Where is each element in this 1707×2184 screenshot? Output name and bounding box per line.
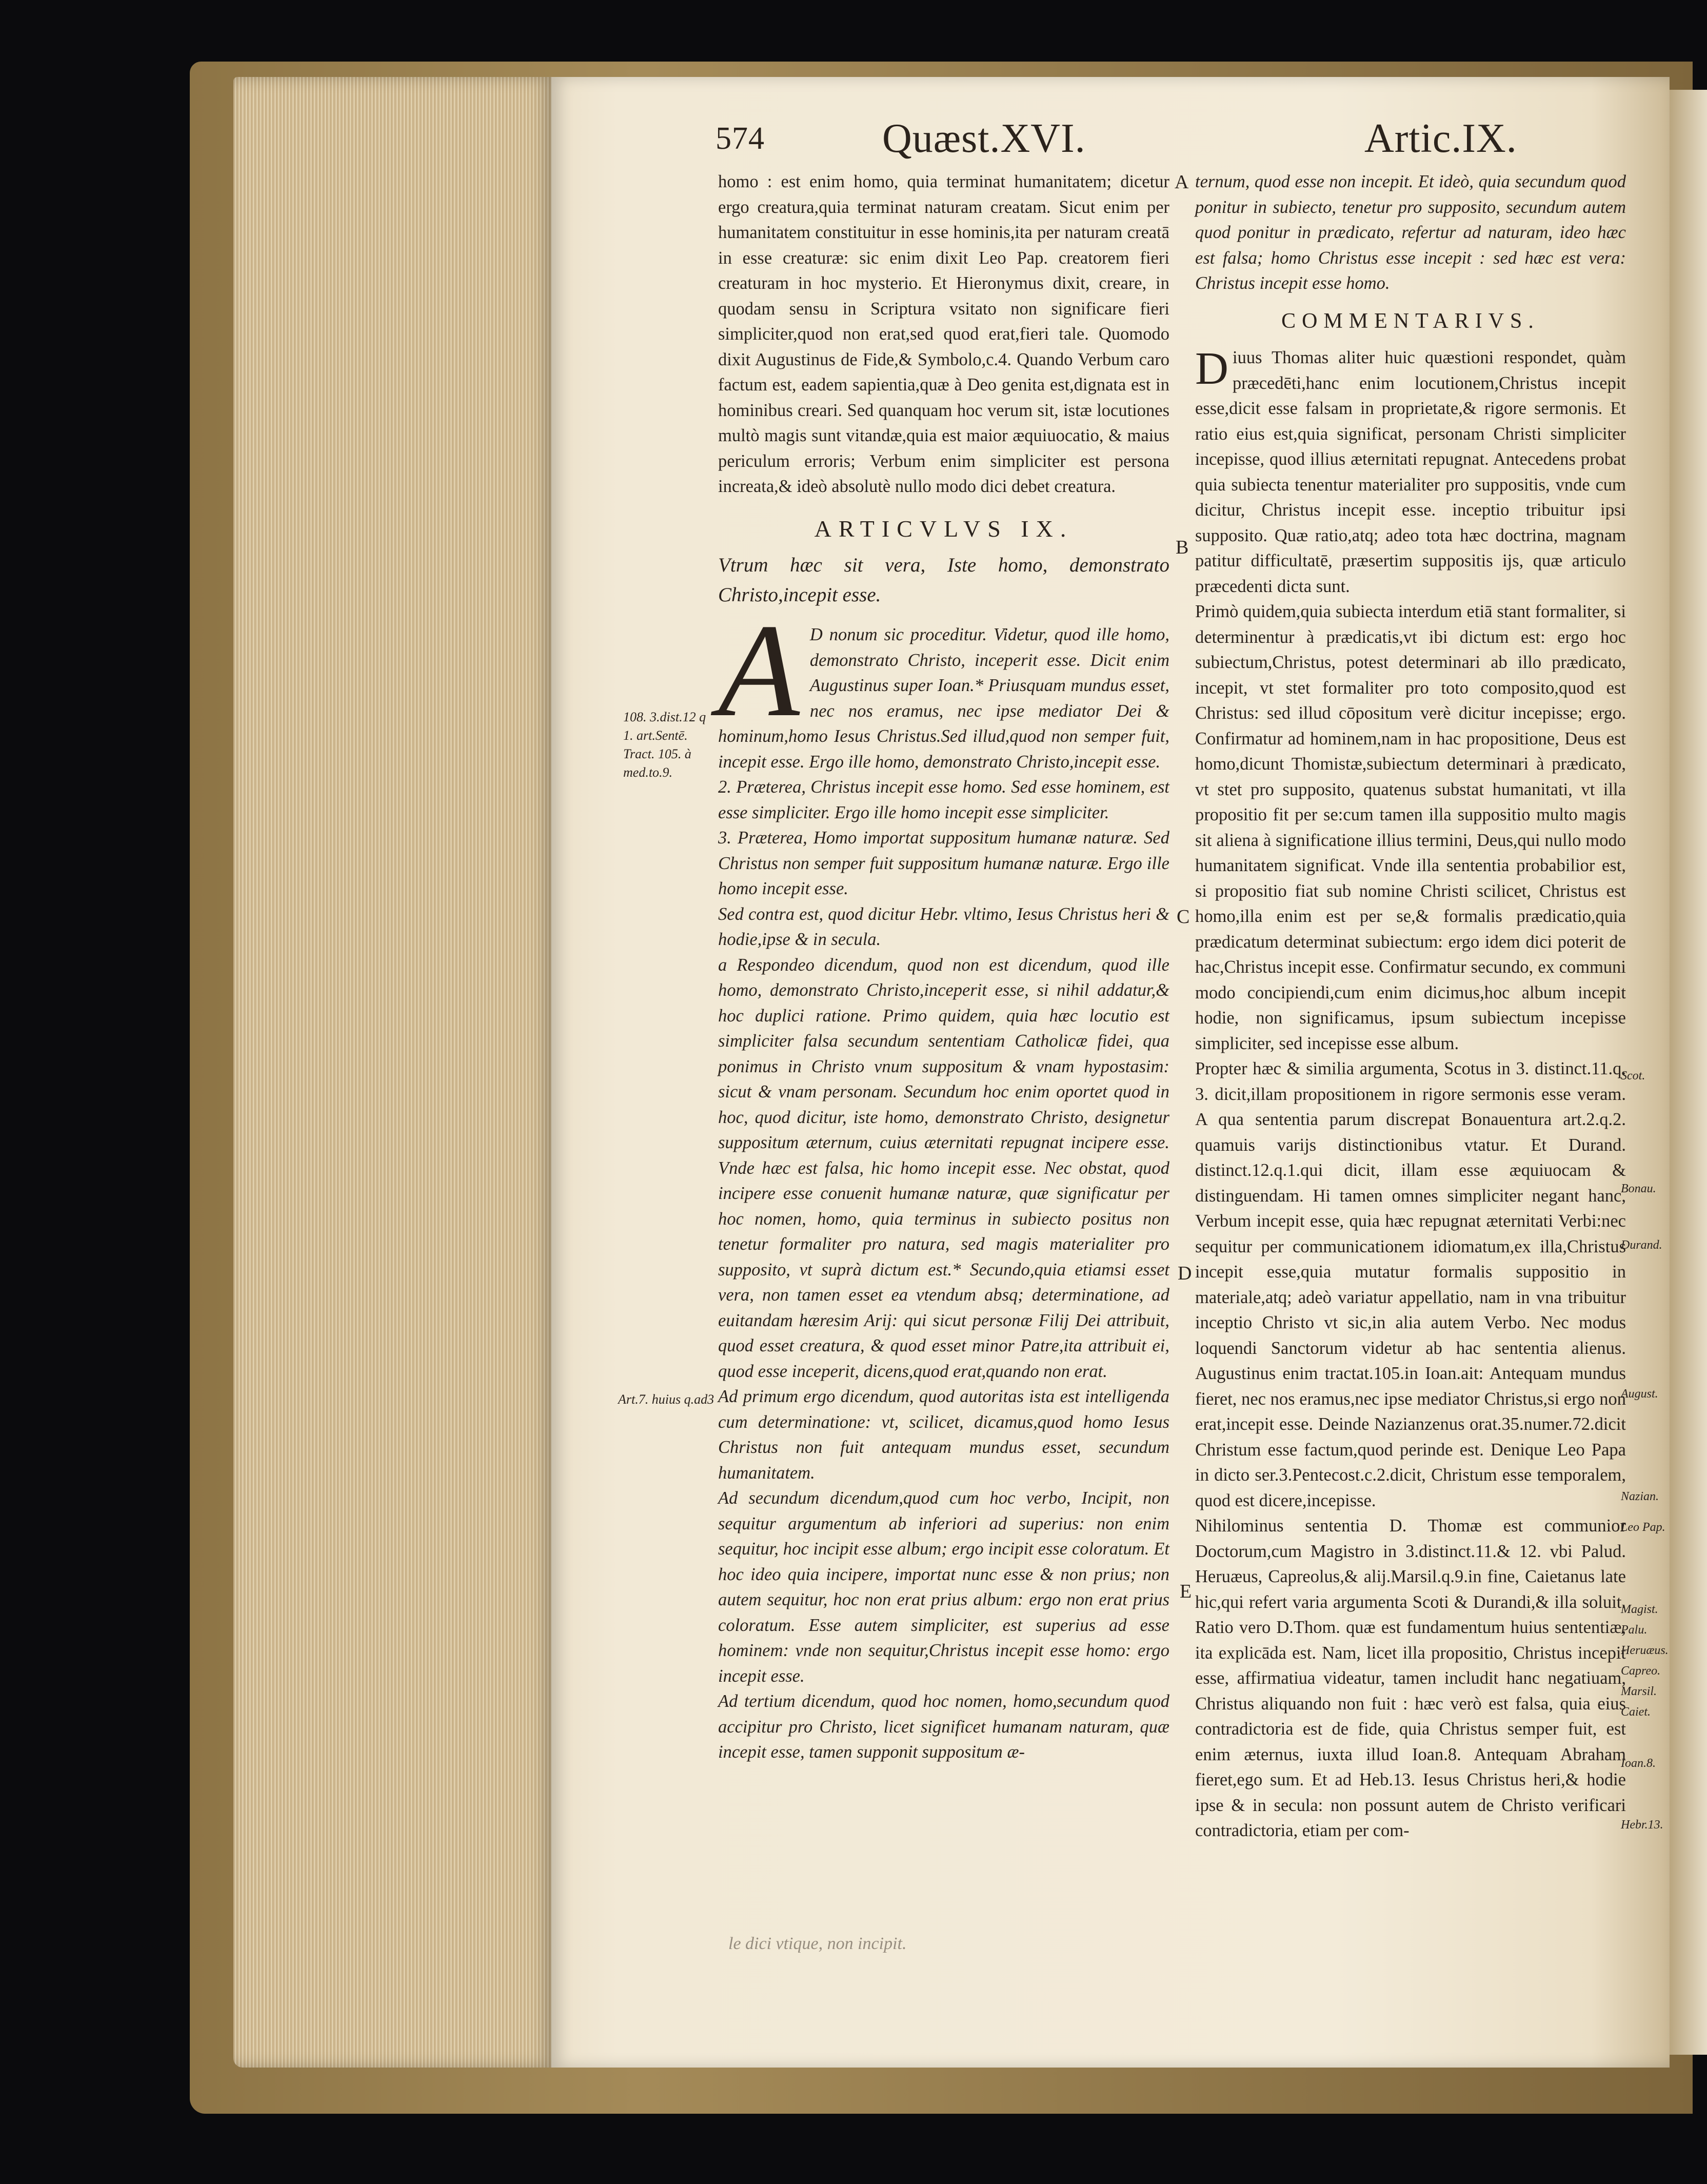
margin-citation: Marsil. (1621, 1685, 1657, 1698)
commentarius-heading: COMMENTARIVS. (1281, 309, 1540, 333)
margin-citation: Bonau. (1621, 1182, 1656, 1195)
bleed-through-text: le dici vtique, non incipit. (728, 1934, 907, 1953)
left-column (718, 169, 1169, 1765)
reply-1: Ad primum ergo dicendum, quod autoritas ista est intelligenda cum determinatione: vt, scilicet, dicamus,quod homo Iesus Christus non fuit antequam mundus esset, secundum humanitatem. (718, 1387, 1169, 1483)
right-column (1195, 169, 1626, 1844)
margin-letter-b: B (1176, 537, 1189, 558)
drop-cap-d: D (1195, 343, 1228, 394)
margin-letter-d: D (1178, 1263, 1192, 1284)
objections-block (718, 597, 1169, 1765)
margin-letter-c: C (1177, 906, 1190, 928)
commentary-paragraph-3: Propter hæc & similia argumenta, Scotus in 3. distinct.11.q. 3. dicit,illam propositionem in rigore sermonis esse veram. A qua sententia parum discrepat Bonauentura art.2.q.2. quamuis varijs distinctionibus vtatur. Et Durand. distinct.12.q.1.qui dicit, illam esse æquiuocam & distinguendam. Hi tamen omnes simpliciter negant hanc, Verbum incepit esse, quia hæc repugnat æternitati Verbi:nec sequitur per communicationem idiomatum,ex illa,Christus incepit esse,quia mutatur formalis suppositio in materiale,atq; adeò variatur appellatio, nam in vna tribuitur inceptio Christo vt sic,in alia autem Verbo. Nec modus loquendi Sanctorum videtur ab hac sententia alienus. Augustinus enim tractat.105.in Ioan.ait: Antequam mundus fieret, nec nos eramus,nec ipse mediator Christus,si ergo non erat,incepit esse. Deinde Nazianzenus orat.35.numer.72.dicit Christum esse factum,quod perinde est. Denique Leo Papa in dicto ser.3.Pentecost.c.2.dicit, Christum esse temporalem, quod est dicere,incepisse. (1195, 1059, 1626, 1510)
reply-3: Ad tertium dicendum, quod hoc nomen, homo,secundum quod accipitur pro Christo, licet significet humanam naturam, quæ incepit esse, tamen supponit suppositum æ- (718, 1691, 1169, 1762)
paragraph-continuation: homo : est enim homo, quia terminat humanitatem; dicetur ergo creatura,quia terminat naturam creatam. Sicut enim per humanitatem constituitur in esse hominis,ita per naturam creatā in esse creaturæ: sic enim dixit Leo Pap. creatorem fieri creaturam in hoc mysterio. Et Hieronymus dixit, creare, in quodam sensu in Scriptura vsitato non significare fieri simpliciter,quod non erat,sed quod erat,fieri tale. Quomodo dixit Augustinus de Fide,& Symbolo,c.4. Quando Verbum caro factum est, eadem sapientia,quæ à Deo genita est,dignata est in hominibus creari. Sed quanquam hoc verum sit, istæ locutiones multò magis sunt vitandæ,quia est maior æquiuocatio, & maius periculum erroris; Verbum enim simpliciter est persona increata,& ideò absolutè nullo modo dici debet creatura. (718, 172, 1169, 496)
margin-letter-e: E (1180, 1581, 1192, 1602)
margin-note-article-ref: Art.7. huius q.ad3 (618, 1392, 714, 1407)
objection-3: 3. Præterea, Homo importat suppositum humanæ naturæ. Sed Christus non semper fuit suppositum humanæ naturæ. Ergo ille homo incepit esse. (718, 828, 1169, 898)
objection-2: 2. Præterea, Christus incepit esse homo. Sed esse hominem, est esse simpliciter. Ergo ille homo incepit esse simpliciter. (718, 777, 1169, 822)
respondeo: a Respondeo dicendum, quod non est dicendum, quod ille homo, demonstrato Christo,inceperit esse, si nihil addatur,& hoc duplici ratione. Primo quidem, quia hæc locutio est simpliciter falsa secundum sententiam Catholicæ fidei, qua ponimus in Christo vnum suppositum & vnam hypostasim: sicut & vnam personam. Secundum hoc enim oportet quod in hoc, quod dicitur, iste homo, demonstrato Christo, designetur suppositum æternum, cuius æternitati repugnat incipere esse. Vnde hæc est falsa, hic homo incepit esse. Nec obstat, quod incipere esse conuenit humanæ naturæ, quæ significatur per hoc nomen, homo, quia terminus in subiecto positus non tenetur formaliter pro natura, sed magis materialiter pro supposito, vt suprà dictum est.* Secundo,quia etiamsi esset vera, non tamen esset ea vtendum absq; determinatione, ad euitandam hæresim Arij: qui sicut personæ Filij Dei attribuit, quod esset creatura, & quod esset minor Patre,ita attribuit ei, quod esse inceperit, dicens,quod erat,quando non erat. (718, 955, 1169, 1381)
margin-citation: Scot. (1621, 1069, 1645, 1083)
margin-citation: August. (1621, 1387, 1658, 1401)
reply-2: Ad secundum dicendum,quod cum hoc verbo, Incipit, non sequitur argumentum ab inferiori ad superius: non enim sequitur, hoc incipit esse album; ergo incipit esse coloratum. Et hoc ideo quia incipere, importat nunc esse & non prius; non autem sequitur, hoc non erat prius album: ergo non erat prius coloratum. Esse autem simpliciter, est superius ad esse hominem: vnde non sequitur,Christus incepit esse homo: ergo incepit esse. (718, 1488, 1169, 1686)
margin-citation: Caiet. (1621, 1705, 1651, 1719)
page-edges (233, 77, 551, 2068)
margin-citation: Magist. (1621, 1603, 1658, 1616)
margin-citation: Leo Pap. (1621, 1521, 1665, 1534)
margin-citation: Capreo. (1621, 1664, 1661, 1678)
running-head-quaestio: Quæst.XVI. (882, 116, 1086, 161)
running-head-articulus: Artic.IX. (1364, 116, 1517, 161)
objection-1: D nonum sic proceditur. Videtur, quod ille homo, demonstrato Christo, inceperit esse. Dicit enim Augustinus super Ioan.* Priusquam mundus esset, nec nos eramus, nec ipse mediator Dei & hominum,homo Iesus Christus.Sed illud,quod non semper fuit, incepit esse. Ergo ille homo, demonstrato Christo,incepit esse. (718, 625, 1169, 772)
commentary-paragraph-2: Primò quidem,quia subiecta interdum etiā stant formaliter, si determinentur à prædicatis,vt ibi dictum est: ergo hoc subiectum,Christus, potest determinari ab illo prædicato, incepit, vt stet formaliter pro toto composito,quod est Christus: sed illud cōpositum verè dicitur incepisse; ergo. Confirmatur ad hominem,nam in hac propositione, Deus est homo,dicunt Thomistæ,subiectum determinari à prædicato, vt stet pro supposito, quatenus substat humanitati, vt illa propositio fit per se:cum tamen illa suppositio multo magis sit aliena à significatione illius termini, Deus,qui nullo modo humanitatem significat. Vnde illa sententia probabilior est, si propositio fiat sub nomine Christi scilicet, Christus est homo,illa enim est per se,& formalis prædicatio,quia prædicatum determinat subiectum: ergo idem dici poterit de hac,Christus incepit esse. Confirmatur secundo, ex communi modo concipiendi,cum enim dicimus,hoc album incepit hodie, non significamus, ipsum subiectum incepisse simpliciter, sed incepisse esse album. (1195, 602, 1626, 1053)
commentary-paragraph-4: Nihilominus sententia D. Thomæ est communior Doctorum,cum Magistro in 3.distinct.11.& 12. vbi Palud. Heruæus, Capreolus,& alij.Marsil.q.9.in fine, Caietanus late hic,qui refert varia argumenta Scoti & Durandi,& illa soluit. Ratio vero D.Thom. quæ est fundamentum huius sententiæ, ita explicāda est. Nam, licet illa propositio, Christus incepit esse, affirmatiua videatur, tamen includit hanc negatiuam, Christus aliquando non fuit : hæc verò est falsa, quia eius contradictoria est de fide, quia Christus semper fuit, est enim æternus, iuxta illud Ioan.8. Antequam Abraham fieret,ego sum. Et ad Heb.13. Iesus Christus heri,& hodie ipse & in secula: non possunt autem de Christo verificari contradictoria, etiam per com- (1195, 1516, 1626, 1840)
margin-citation: Hebr.13. (1621, 1818, 1663, 1832)
margin-letter-a: A (1175, 171, 1189, 193)
margin-citation: Durand. (1621, 1238, 1662, 1252)
reply-3-continuation: ternum, quod esse non incepit. Et ideò, quia secundum quod ponitur in subiecto, tenetur pro supposito, secundum autem quod ponitur in prædicato, refertur ad naturam, ideo hæc est falsa; homo Christus esse incepit : sed hæc est vera: Christus incepit esse homo. (1195, 172, 1626, 293)
margin-citation: Nazian. (1621, 1490, 1659, 1503)
commentary-paragraph-1: iuus Thomas aliter huic quæstioni respondet, quàm præcedēti,hanc enim locutionem,Christus incepit esse,dicit esse falsam in proprietate,& rigore sermonis. Et ratio eius est,quia significat, personam Christi simpliciter incepisse, quod illius æternitati repugnat. Antecedens probat quia subiecta tenentur materialiter pro suppositis, vnde cum dicitur, Christus incepit esse. inceptio tribuitur ipsi supposito. Quæ ratio,atq; adeo tota hæc doctrina, magnam patitur difficultatē, præsertim suppositis ijs, quæ articulo præcedenti dicta sunt. (1195, 348, 1626, 596)
margin-note-references: 108. 3.dist.12 q 1. art.Sentē. Tract. 105. à med.to.9. (623, 710, 706, 780)
question-title: Vtrum hæc sit vera, Iste homo, demonstrato Christo,incepit esse. (718, 554, 1169, 606)
drop-cap-a: A (718, 597, 800, 744)
page-number: 574 (716, 121, 765, 156)
facing-page-edge (1670, 90, 1707, 2055)
sed-contra: Sed contra est, quod dicitur Hebr. vltimo, Iesus Christus heri & hodie,ipse & in secula. (718, 904, 1169, 949)
margin-citation: Heruæus. (1621, 1644, 1669, 1657)
margin-citation: Ioan.8. (1621, 1757, 1656, 1770)
margin-citation: Palu. (1621, 1623, 1648, 1637)
article-heading: ARTICVLVS IX. (814, 515, 1074, 542)
